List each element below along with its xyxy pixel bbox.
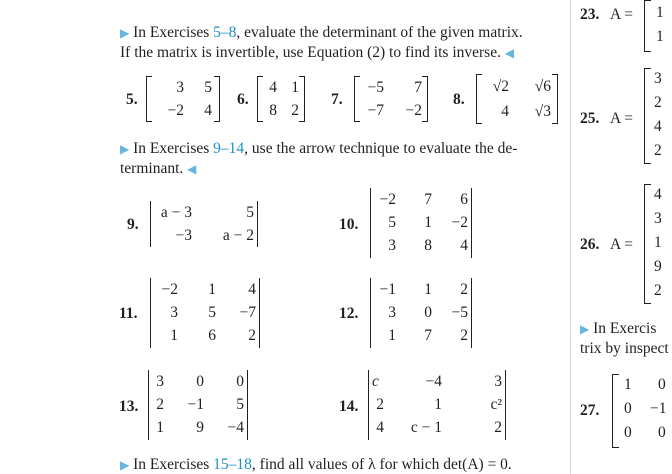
right-instruction-line1: ▶ In Exercis xyxy=(580,320,657,337)
exercise-13-determinant xyxy=(148,370,248,440)
matrix-cell: 1 xyxy=(424,280,432,298)
matrix-cell: c xyxy=(372,372,379,390)
back-triangle-icon: ◀ xyxy=(504,46,515,60)
exercise-23-label: 23. xyxy=(580,6,600,23)
matrix-cell: −3 xyxy=(175,226,192,244)
right-bracket xyxy=(299,76,305,122)
column-divider xyxy=(570,0,571,474)
exercise-26-label: 26. xyxy=(580,236,600,253)
exercise-10-label: 10. xyxy=(339,216,359,233)
triangle-marker-icon: ▶ xyxy=(120,142,130,156)
matrix-cell: 3 xyxy=(388,237,396,255)
exercise-5-label: 5. xyxy=(126,91,138,108)
matrix-cell: −2 xyxy=(451,213,468,231)
left-bracket xyxy=(476,74,482,124)
exercise-27-left-bracket xyxy=(612,374,619,448)
exercise-range-link[interactable]: 9–14 xyxy=(213,140,245,157)
exercise-14-label: 14. xyxy=(339,398,359,415)
matrix-cell: 8 xyxy=(269,101,277,119)
matrix-cell: −4 xyxy=(227,419,244,437)
matrix-cell: 1 xyxy=(208,280,216,298)
exercise-6-label: 6. xyxy=(237,91,249,108)
matrix-cell: −5 xyxy=(451,303,468,321)
matrix-cell: −1 xyxy=(379,280,396,298)
exercise-8-label: 8. xyxy=(453,91,465,108)
matrix-cell: 1 xyxy=(291,78,299,96)
triangle-marker-icon: ▶ xyxy=(580,322,590,336)
matrix-cell: −2 xyxy=(405,101,422,119)
matrix-cell: √3 xyxy=(534,102,551,120)
matrix-cell: 2 xyxy=(376,395,384,413)
matrix-cell: −1 xyxy=(650,400,667,417)
right-bar xyxy=(259,278,260,348)
exercise-26-left-bracket xyxy=(644,184,651,304)
matrix-cell: −5 xyxy=(367,78,384,96)
matrix-cell: 1 xyxy=(654,234,662,251)
matrix-cell: 1 xyxy=(656,4,664,21)
matrix-cell: 2 xyxy=(654,282,662,299)
exercise-23-left-bracket xyxy=(644,0,651,52)
matrix-cell: 1 xyxy=(656,28,664,45)
right-bar xyxy=(257,201,258,247)
matrix-cell: −1 xyxy=(187,395,204,413)
left-bar xyxy=(370,188,371,258)
exercise-7-label: 7. xyxy=(331,91,343,108)
matrix-cell: 2 xyxy=(460,280,468,298)
matrix-cell: 2 xyxy=(291,101,299,119)
instruction-15-18: ▶ In Exercises 15–18, find all values of λ for which det(A) = 0. xyxy=(120,456,512,473)
matrix-cell: √6 xyxy=(534,77,551,95)
matrix-cell: −2 xyxy=(167,101,184,119)
matrix-cell: 1 xyxy=(434,395,442,413)
matrix-cell: −4 xyxy=(425,372,442,390)
exercise-14-determinant xyxy=(368,370,506,440)
exercise-11-determinant xyxy=(150,278,260,348)
matrix-cell: 6 xyxy=(460,190,468,208)
exercise-23-lhs: A = xyxy=(610,6,633,23)
matrix-cell: 3 xyxy=(156,372,164,390)
matrix-cell: 4 xyxy=(460,237,468,255)
matrix-cell: 0 xyxy=(624,424,632,441)
left-bar xyxy=(368,370,369,440)
matrix-cell: 6 xyxy=(208,327,216,345)
matrix-cell: 8 xyxy=(424,237,432,255)
matrix-cell: 1 xyxy=(170,327,178,345)
matrix-cell: 4 xyxy=(248,280,256,298)
matrix-cell: −7 xyxy=(239,303,256,321)
right-bracket xyxy=(422,76,428,122)
matrix-cell: 1 xyxy=(388,327,396,345)
right-instruction-line2: trix by inspect xyxy=(580,340,669,357)
matrix-cell: a − 2 xyxy=(222,226,254,244)
exercise-11-label: 11. xyxy=(119,305,138,322)
matrix-cell: 9 xyxy=(196,419,204,437)
matrix-cell: 3 xyxy=(494,372,502,390)
exercise-12-determinant xyxy=(370,278,472,348)
exercise-10-determinant xyxy=(370,188,472,258)
triangle-marker-icon: ▶ xyxy=(120,458,130,472)
matrix-cell: c − 1 xyxy=(410,419,442,437)
matrix-cell: √2 xyxy=(492,77,509,95)
instruction-5-8-line1: ▶ In Exercises 5–8, evaluate the determinant of the given matrix. xyxy=(120,24,523,41)
right-bracket xyxy=(552,74,558,124)
right-bar xyxy=(247,370,248,440)
matrix-cell: 7 xyxy=(424,327,432,345)
left-bar xyxy=(148,370,149,440)
exercise-25-label: 25. xyxy=(580,110,600,127)
matrix-cell: 5 xyxy=(388,213,396,231)
matrix-cell: 0 xyxy=(624,400,632,417)
matrix-cell: −2 xyxy=(161,280,178,298)
matrix-cell: 3 xyxy=(654,210,662,227)
matrix-cell: 4 xyxy=(654,186,662,203)
matrix-cell: 0 xyxy=(196,372,204,390)
exercise-27-label: 27. xyxy=(580,402,600,419)
matrix-cell: 0 xyxy=(658,424,666,441)
matrix-cell: 2 xyxy=(654,142,662,159)
matrix-cell: a − 3 xyxy=(160,203,192,221)
matrix-cell: 4 xyxy=(654,118,662,135)
matrix-cell: 2 xyxy=(654,94,662,111)
left-bracket xyxy=(354,76,360,122)
matrix-cell: 0 xyxy=(658,376,666,393)
matrix-cell: 9 xyxy=(654,258,662,275)
matrix-cell: 2 xyxy=(460,327,468,345)
left-bar xyxy=(150,201,151,247)
matrix-cell: 4 xyxy=(204,101,212,119)
matrix-cell: 1 xyxy=(624,376,632,393)
left-bracket xyxy=(146,76,152,122)
exercise-8-matrix xyxy=(476,74,558,124)
matrix-cell: 2 xyxy=(156,395,164,413)
right-bar xyxy=(471,278,472,348)
exercise-25-left-bracket xyxy=(644,68,651,164)
right-bar xyxy=(505,370,506,440)
matrix-cell: 0 xyxy=(236,372,244,390)
matrix-cell: 5 xyxy=(236,395,244,413)
exercise-26-lhs: A = xyxy=(610,236,633,253)
matrix-cell: 2 xyxy=(248,327,256,345)
matrix-cell: −7 xyxy=(367,101,384,119)
matrix-cell: 5 xyxy=(204,78,212,96)
right-bracket xyxy=(214,76,220,122)
exercise-range-link[interactable]: 5–8 xyxy=(213,24,237,41)
instruction-9-14-line1: ▶ In Exercises 9–14, use the arrow technique to evaluate the de- xyxy=(120,140,518,157)
exercise-12-label: 12. xyxy=(339,305,359,322)
matrix-cell: 3 xyxy=(654,70,662,87)
back-triangle-icon: ◀ xyxy=(187,162,197,176)
exercise-range-link[interactable]: 15–18 xyxy=(213,456,252,473)
matrix-cell: 3 xyxy=(170,303,178,321)
exercise-13-label: 13. xyxy=(119,398,139,415)
matrix-cell: 7 xyxy=(424,190,432,208)
exercise-6-matrix xyxy=(257,76,305,122)
matrix-cell: c² xyxy=(490,395,502,413)
left-bar xyxy=(150,278,151,348)
exercise-9-label: 9. xyxy=(127,216,139,233)
matrix-cell: 5 xyxy=(246,203,254,221)
matrix-cell: 4 xyxy=(501,102,509,120)
matrix-cell: 2 xyxy=(494,419,502,437)
matrix-cell: 7 xyxy=(414,78,422,96)
exercise-7-matrix xyxy=(354,76,428,122)
matrix-cell: 1 xyxy=(156,419,164,437)
matrix-cell: 5 xyxy=(208,303,216,321)
left-bar xyxy=(370,278,371,348)
matrix-cell: 0 xyxy=(424,303,432,321)
instruction-9-14-line2: terminant. ◀ xyxy=(120,160,197,177)
matrix-cell: 4 xyxy=(376,419,384,437)
exercise-25-lhs: A = xyxy=(610,110,633,127)
matrix-cell: 3 xyxy=(176,78,184,96)
instruction-5-8-line2: If the matrix is invertible, use Equation (2) to find its inverse. ◀ xyxy=(120,44,515,61)
right-bar xyxy=(471,188,472,258)
exercise-9-determinant xyxy=(150,201,258,247)
left-bracket xyxy=(257,76,263,122)
matrix-cell: 4 xyxy=(269,78,277,96)
triangle-marker-icon: ▶ xyxy=(120,26,130,40)
exercise-5-matrix xyxy=(146,76,220,122)
matrix-cell: 1 xyxy=(424,213,432,231)
matrix-cell: 3 xyxy=(388,303,396,321)
matrix-cell: −2 xyxy=(379,190,396,208)
